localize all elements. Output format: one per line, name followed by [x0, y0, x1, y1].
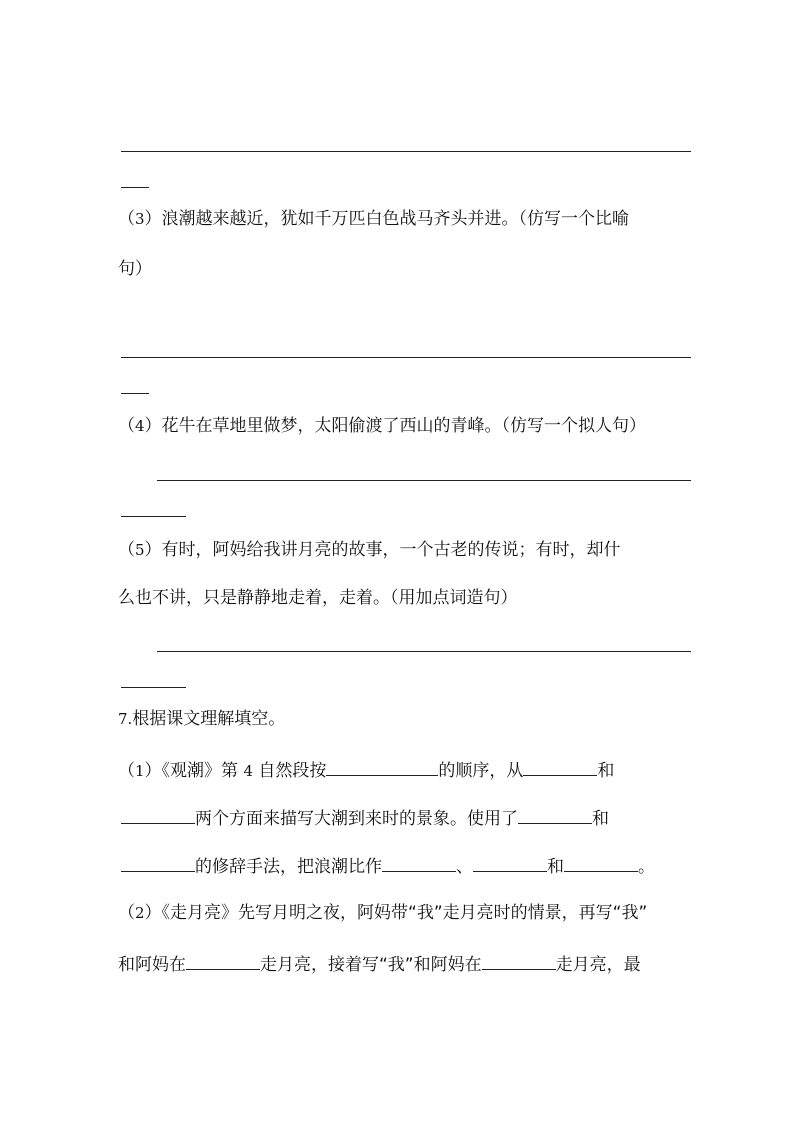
text: 和 — [592, 809, 609, 829]
sub-number: 2 — [135, 904, 145, 922]
text: 、 — [456, 857, 473, 877]
text: 和阿妈在 — [118, 955, 186, 975]
q7-sub1-line2 — [121, 805, 609, 830]
text: ）《观潮》第 — [144, 761, 239, 781]
answer-line[interactable] — [121, 151, 691, 152]
question-4 — [118, 415, 646, 437]
q7-sub2-line2 — [118, 951, 641, 976]
text: 。 — [638, 857, 655, 877]
question-number: 5 — [135, 541, 145, 559]
fill-blank[interactable] — [121, 805, 195, 824]
question-title: 根据课文理解填空。 — [132, 709, 286, 729]
text: 的顺序，从 — [438, 761, 524, 781]
text: 走月亮，最 — [555, 955, 641, 975]
paren-open: （ — [118, 761, 135, 781]
answer-line-tail[interactable] — [121, 687, 186, 688]
question-3 — [118, 208, 629, 230]
text: 自然段按 — [258, 761, 327, 781]
question-7-heading — [118, 708, 285, 730]
answer-line[interactable] — [157, 480, 691, 481]
text: ）《走月亮》先写月明之夜，阿妈带“我”走月亮时的情景，再写“我” — [144, 903, 648, 923]
fill-blank[interactable] — [473, 853, 547, 872]
answer-line[interactable] — [157, 651, 691, 652]
sub-number: 1 — [135, 762, 145, 780]
q7-sub2-line1 — [118, 902, 647, 924]
question-number: 3 — [135, 210, 145, 228]
paragraph-number: 4 — [243, 762, 253, 780]
fill-blank[interactable] — [518, 805, 592, 824]
question-5 — [118, 539, 621, 561]
text: 的修辞手法，把浪潮比作 — [195, 857, 382, 877]
answer-line-tail[interactable] — [121, 187, 149, 188]
fill-blank[interactable] — [482, 951, 556, 970]
question-text: ）花牛在草地里做梦，太阳偷渡了西山的青峰。（仿写一个拟人句） — [144, 416, 647, 436]
q7-sub1-line1 — [118, 757, 614, 782]
fill-blank[interactable] — [186, 951, 260, 970]
fill-blank[interactable] — [326, 757, 438, 776]
answer-line-tail[interactable] — [121, 393, 149, 394]
question-number: 7. — [118, 710, 133, 728]
q7-sub1-line3 — [121, 853, 655, 878]
question-number: 4 — [135, 417, 145, 435]
paren-open: （ — [118, 209, 135, 229]
answer-line[interactable] — [121, 357, 691, 358]
paren-open: （ — [118, 540, 135, 560]
paren-open: （ — [118, 416, 135, 436]
text: 两个方面来描写大潮到来时的景象。使用了 — [195, 809, 518, 829]
text: 和 — [597, 761, 615, 781]
paren-open: （ — [118, 903, 135, 923]
text: 和 — [547, 857, 564, 877]
question-3-cont: 句） — [118, 259, 152, 279]
fill-blank[interactable] — [382, 853, 456, 872]
fill-blank[interactable] — [564, 853, 638, 872]
answer-line-tail[interactable] — [121, 516, 186, 517]
text: 走月亮，接着写“我”和阿妈在 — [260, 955, 482, 975]
question-text: ）有时，阿妈给我讲月亮的故事，一个古老的传说；有时，却什 — [144, 540, 621, 560]
fill-blank[interactable] — [523, 757, 597, 776]
question-5-cont: 么也不讲，只是静静地走着，走着。（用加点词造句） — [118, 588, 518, 608]
fill-blank[interactable] — [121, 853, 195, 872]
question-text: ）浪潮越来越近，犹如千万匹白色战马齐头并进。（仿写一个比喻 — [144, 209, 630, 229]
